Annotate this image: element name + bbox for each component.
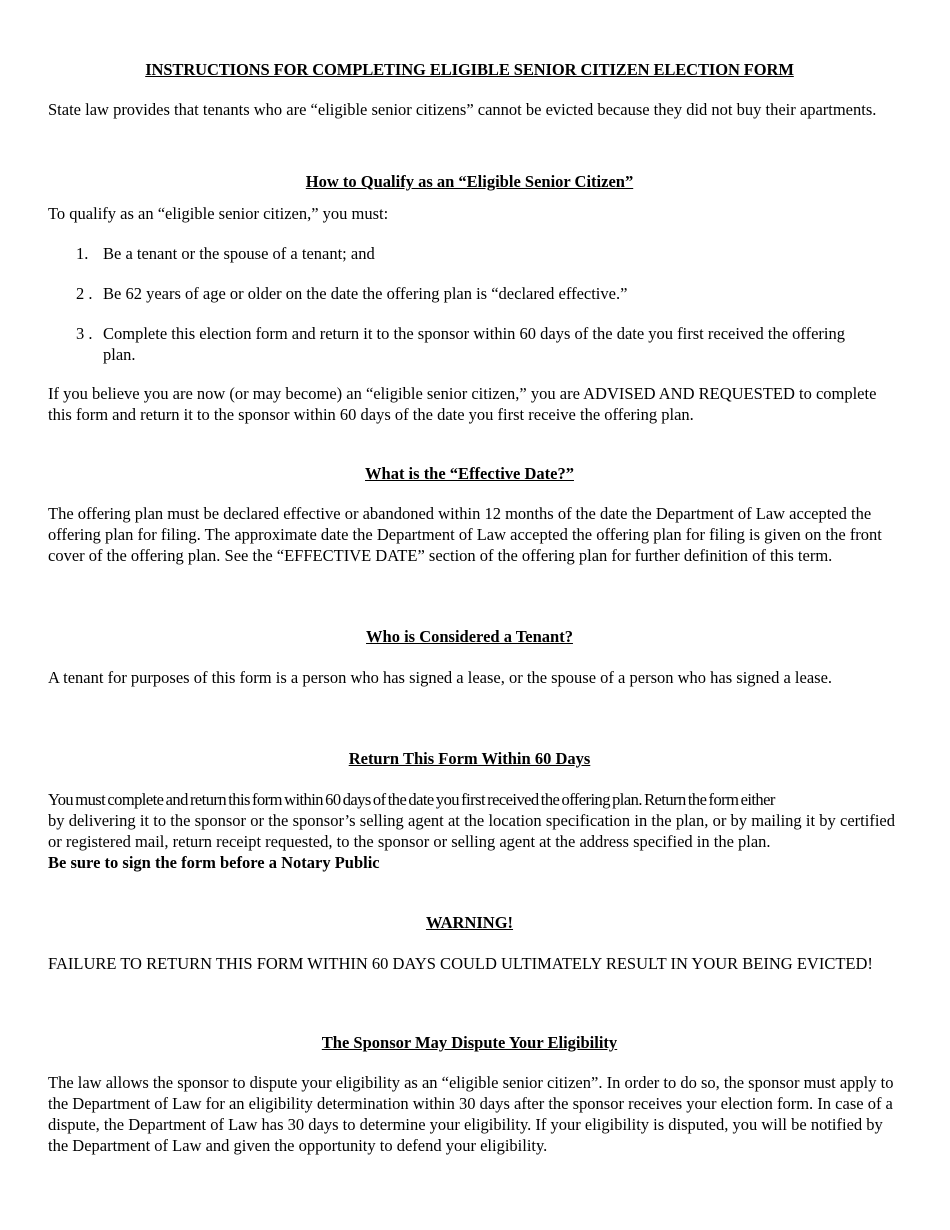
return-paragraph-line-1: You must complete and return this form within 60 days of the date you first received the offering plan. Return the form either <box>48 790 775 809</box>
list-item-text: Complete this election form and return it to the sponsor within 60 days of the date you first received the offering plan. <box>103 324 846 364</box>
tenant-paragraph: A tenant for purposes of this form is a person who has signed a lease, or the spouse of a person who has signed a lease. <box>48 668 833 687</box>
return-heading: Return This Form Within 60 Days <box>348 749 591 768</box>
list-item <box>76 283 866 304</box>
dispute-paragraph: The law allows the sponsor to dispute your eligibility as an “eligible senior citizen”. In order to do so, the sponsor must apply to the Department of Law for an eligibility determination within 30 days after the sponsor receives your election form. In case of a dispute, the Department of Law has 30 days to determine your eligibility. If your eligibility is disputed, you will be notified by the Department of Law and given the opportunity to defend your eligibility. <box>48 1073 894 1155</box>
warning-paragraph: FAILURE TO RETURN THIS FORM WITHIN 60 DAYS COULD ULTIMATELY RESULT IN YOUR BEING EVICTED! <box>48 954 873 973</box>
warning-heading: WARNING! <box>425 913 514 932</box>
list-item-number: 3 . <box>76 324 93 343</box>
qualify-heading: How to Qualify as an “Eligible Senior Citizen” <box>305 172 634 191</box>
tenant-heading: Who is Considered a Tenant? <box>366 627 573 646</box>
dispute-heading: The Sponsor May Dispute Your Eligibility <box>321 1033 618 1052</box>
effective-date-paragraph: The offering plan must be declared effective or abandoned within 12 months of the date the Department of Law accepted the offering plan for filing. The approximate date the Department of Law accepted the offering plan for filing is given on the front cover of the offering plan. See the “EFFECTIVE DATE” section of the offering plan for further definition of this term. <box>48 504 882 565</box>
list-item <box>76 243 866 264</box>
document-title: INSTRUCTIONS FOR COMPLETING ELIGIBLE SENIOR CITIZEN ELECTION FORM <box>145 60 794 79</box>
list-item <box>76 323 866 365</box>
effective-date-heading: What is the “Effective Date?” <box>365 464 574 483</box>
list-item-number: 1. <box>76 244 89 263</box>
qualify-lead: To qualify as an “eligible senior citizen,” you must: <box>48 204 389 223</box>
return-paragraph-body: by delivering it to the sponsor or the sponsor’s selling agent at the location specification in the plan, or by mailing it by certified or registered mail, return receipt requested, to the sponsor or selling agent at the address specified in the plan. <box>48 811 895 851</box>
notary-notice: Be sure to sign the form before a Notary Public <box>48 853 380 872</box>
qualify-advice: If you believe you are now (or may become) an “eligible senior citizen,” you are ADVISED AND REQUESTED to complete this form and return it to the sponsor within 60 days of the date you first receive the offering plan. <box>48 384 877 424</box>
intro-paragraph: State law provides that tenants who are “eligible senior citizens” cannot be evicted because they did not buy their apartments. <box>48 100 877 119</box>
list-item-number: 2 . <box>76 284 93 303</box>
list-item-text: Be 62 years of age or older on the date the offering plan is “declared effective.” <box>103 284 628 303</box>
return-paragraph <box>48 789 895 873</box>
list-item-text: Be a tenant or the spouse of a tenant; and <box>103 244 375 263</box>
